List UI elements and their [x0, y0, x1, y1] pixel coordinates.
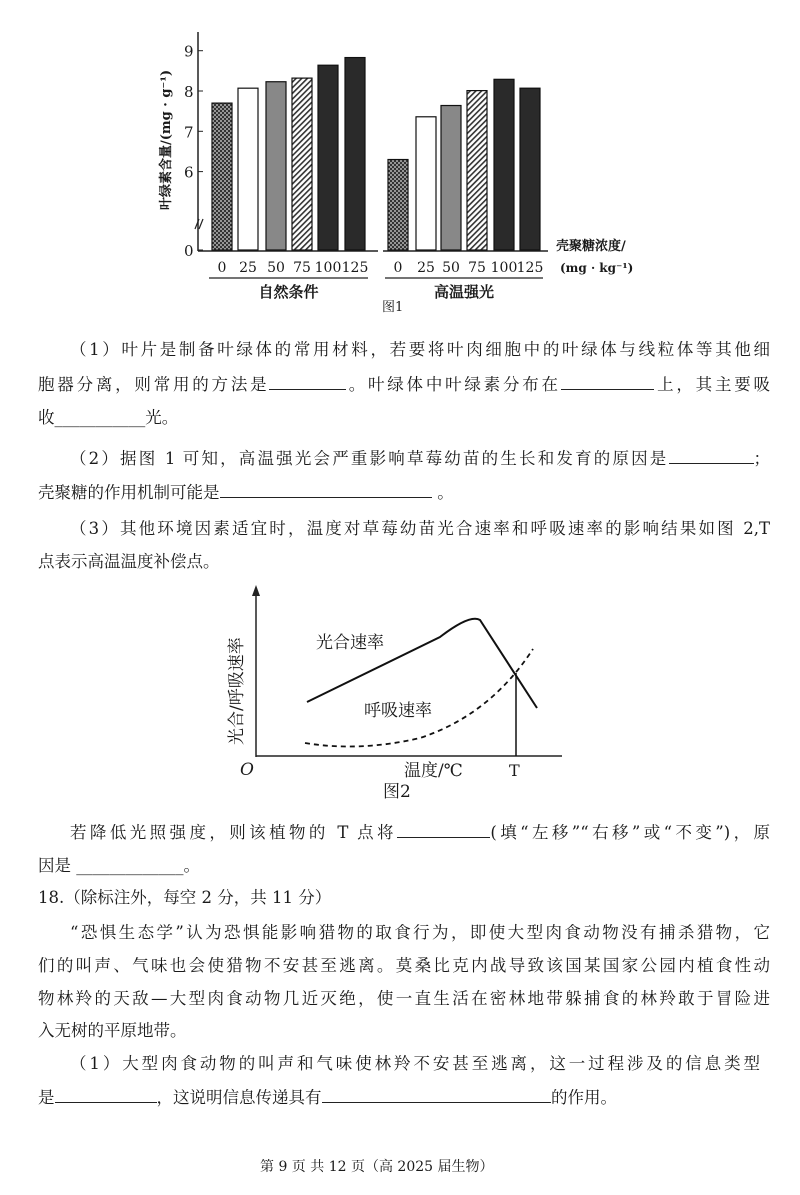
- x-tick-label: 125: [516, 260, 544, 276]
- group-label: 自然条件: [258, 283, 319, 301]
- x-tick-label: 75: [468, 260, 486, 276]
- q18-para-line-3: [38, 988, 770, 1010]
- x-tick-label: 75: [293, 260, 311, 276]
- text-segment: 是: [38, 1088, 55, 1107]
- x-tick-label: 100: [314, 260, 342, 276]
- x-tick-label: 25: [417, 260, 435, 276]
- q18-para-line-4: [38, 1020, 187, 1042]
- figure-1-caption: 图1: [382, 300, 404, 315]
- x-tick-label: 0: [217, 260, 227, 276]
- q2-line-2: [38, 481, 454, 504]
- y-tick-label: 0: [184, 242, 194, 260]
- q18-1-line-1: [70, 1053, 760, 1075]
- text-segment: 胞器分离，则常用的方法是: [38, 375, 270, 394]
- text-segment: 壳聚糖的作用机制可能是: [38, 483, 220, 502]
- answer-blank[interactable]: [561, 373, 655, 390]
- figure-1-bar-chart: [0, 0, 800, 320]
- x-axis-unit: (mg · kg⁻¹): [560, 261, 634, 275]
- text-segment: 入无树的平原地带。: [38, 1021, 187, 1040]
- y-axis-label: 叶绿素含量/(mg · g⁻¹): [159, 69, 174, 210]
- text-segment: （1）叶片是制备叶绿体的常用材料，若要将叶肉细胞中的叶绿体与线粒体等其他细: [70, 340, 770, 359]
- bar: [441, 106, 461, 250]
- q3-line-1: [70, 518, 770, 540]
- text-segment: 点表示高温温度补偿点。: [38, 552, 220, 571]
- series-label-respiration: 呼吸速率: [364, 701, 432, 721]
- origin-label: O: [240, 760, 254, 780]
- q1-line-2: [38, 373, 770, 395]
- bar: [345, 58, 365, 250]
- figure-2-line-chart: [0, 580, 800, 810]
- x-axis-label: 温度/℃: [404, 761, 463, 781]
- bar: [212, 103, 232, 250]
- text-segment: 们的叫声、气味也会使猎物不安甚至逃离。莫桑比克内战导致该国某国家公园内植食性动: [38, 956, 770, 975]
- text-segment: ；: [753, 449, 770, 468]
- answer-blank[interactable]: [220, 481, 433, 498]
- series-label-photosynthesis: 光合速率: [316, 633, 384, 653]
- answer-blank[interactable]: [55, 1086, 157, 1103]
- text-segment: “恐惧生态学”认为恐惧能影响猎物的取食行为，即使大型肉食动物没有捕杀猎物，它: [70, 923, 770, 942]
- answer-blank[interactable]: [322, 1086, 552, 1103]
- bar: [388, 160, 408, 250]
- bar: [416, 117, 436, 250]
- bar: [520, 88, 540, 250]
- q18-para-line-1: [70, 922, 770, 944]
- x-tick-label: 50: [442, 260, 460, 276]
- q1-line-1: [70, 339, 770, 361]
- x-tick-label: 100: [490, 260, 518, 276]
- y-axis-arrow: [252, 585, 260, 596]
- bar: [292, 78, 312, 250]
- x-tick-label: 50: [267, 260, 285, 276]
- q3-line-2: [38, 551, 220, 573]
- answer-blank[interactable]: [669, 447, 754, 464]
- y-tick-label: 9: [184, 42, 194, 61]
- text-segment: 的作用。: [551, 1088, 617, 1107]
- text-segment: 。: [432, 483, 454, 502]
- text-segment: (填“左移”“右移”或“不变”)，原: [490, 823, 770, 842]
- q3-line-3: [70, 821, 770, 843]
- q18-1-line-2: [38, 1086, 617, 1109]
- text-segment: （1）大型肉食动物的叫声和气味使林羚不安甚至逃离，这一过程涉及的信息类型: [70, 1054, 760, 1073]
- group-label: 高温强光: [433, 283, 495, 301]
- x-tick-label: 25: [239, 260, 257, 276]
- text-segment: 18.（除标注外，每空 2 分，共 11 分）: [38, 888, 332, 907]
- q1-line-3: 收___________光。: [38, 408, 179, 427]
- y-tick-label: 8: [184, 83, 194, 101]
- bar: [318, 65, 338, 250]
- q18-para-line-2: [38, 955, 770, 977]
- text-segment: ，这说明信息传递具有: [156, 1088, 322, 1107]
- figure-2-caption: 图2: [383, 782, 411, 802]
- q18-heading: [38, 887, 331, 909]
- axis-break-mark: [199, 219, 203, 229]
- y-tick-label: 6: [184, 163, 194, 182]
- answer-blank[interactable]: [269, 373, 346, 390]
- q3-line-4: 因是 _____________。: [38, 856, 200, 875]
- y-axis-label: 光合/呼吸速率: [227, 637, 247, 745]
- text-segment: 若降低光照强度，则该植物的 T 点将: [70, 823, 397, 842]
- answer-blank[interactable]: [397, 821, 491, 838]
- respiration-curve: [305, 649, 533, 747]
- x-tick-label: 0: [393, 260, 403, 276]
- bar: [494, 79, 514, 250]
- t-point-label: T: [509, 761, 520, 780]
- text-segment: 。叶绿体中叶绿素分布在: [345, 375, 561, 394]
- bar: [266, 82, 286, 250]
- q2-line-1: [70, 447, 770, 469]
- page-footer: 第 9 页 共 12 页（高 2025 届生物）: [260, 1159, 494, 1175]
- bar: [238, 88, 258, 250]
- text-segment: 物林羚的天敌—大型肉食动物几近灭绝，使一直生活在密林地带躲捕食的林羚敢于冒险进: [38, 989, 770, 1008]
- text-segment: 上，其主要吸: [654, 375, 770, 394]
- text-segment: （2）据图 1 可知，高温强光会严重影响草莓幼苗的生长和发育的原因是: [70, 449, 669, 468]
- text-segment: （3）其他环境因素适宜时，温度对草莓幼苗光合速率和呼吸速率的影响结果如图 2,T: [70, 519, 770, 538]
- y-tick-label: 7: [184, 123, 194, 142]
- x-tick-label: 125: [341, 260, 369, 276]
- x-axis-label: 壳聚糖浓度/: [556, 239, 626, 254]
- bar: [467, 91, 487, 250]
